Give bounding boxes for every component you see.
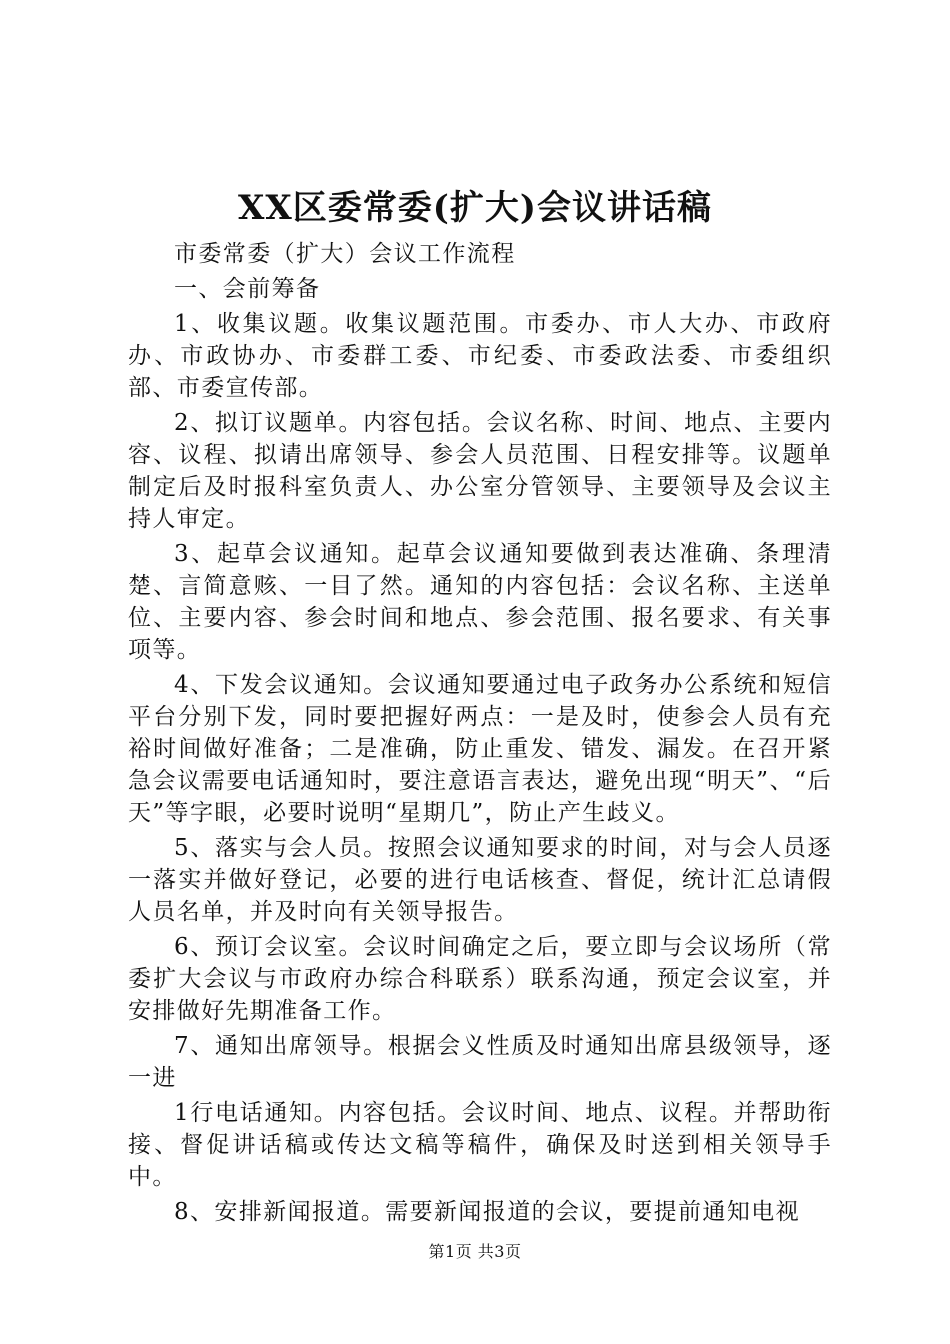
paragraph-phone-notice: 1行电话通知。内容包括。会议时间、地点、议程。并帮助衔接、督促讲话稿或传达文稿等稿件，确保及时送到相关领导手中。 <box>128 1100 832 1190</box>
document-body <box>128 238 832 1231</box>
paragraph-book-room: 6、预订会议室。会议时间确定之后，要立即与会议场所（常委扩大会议与市政府办综合科联系）联系沟通，预定会议室，并安排做好先期准备工作。 <box>128 934 832 1024</box>
paragraph-confirm-attendees: 5、落实与会人员。按照会议通知要求的时间，对与会人员逐一落实并做好登记，必要的进行电话核查、督促，统计汇总请假人员名单，并及时向有关领导报告。 <box>128 835 832 925</box>
page-footer: 第1页 共3页 <box>428 1242 522 1261</box>
section-heading-preparation: 一、会前筹备 <box>174 276 321 302</box>
document-title: XX区委常委(扩大)会议讲话稿 <box>238 188 712 228</box>
paragraph-send-notice: 4、下发会议通知。会议通知要通过电子政务办公系统和短信平台分别下发，同时要把握好两点：一是及时，使参会人员有充裕时间做好准备；二是准确，防止重发、错发、漏发。在召开紧急会议需要电话通知时，要注意语言表达，避免出现“明天”、“后天”等字眼，必要时说明“星期几”，防止产生歧义。 <box>128 672 832 826</box>
paragraph-collect-topics: 1、收集议题。收集议题范围。市委办、市人大办、市政府办、市政协办、市委群工委、市纪委、市委政法委、市委组织部、市委宣传部。 <box>128 311 832 401</box>
paragraph-draft-agenda: 2、拟订议题单。内容包括。会议名称、时间、地点、主要内容、议程、拟请出席领导、参会人员范围、日程安排等。议题单制定后及时报科室负责人、办公室分管领导、主要领导及会议主持人审定。 <box>128 410 832 532</box>
paragraph-notify-leaders: 7、通知出席领导。根据会义性质及时通知出席县级领导，逐一进 <box>128 1033 832 1091</box>
paragraph-draft-notice: 3、起草会议通知。起草会议通知要做到表达准确、条理清楚、言简意赅、一目了然。通知的内容包括：会议名称、主送单位、主要内容、参会时间和地点、参会范围、报名要求、有关事项等。 <box>128 541 832 663</box>
paragraph-news-coverage: 8、安排新闻报道。需要新闻报道的会议，要提前通知电视 <box>174 1199 801 1225</box>
paragraph-subtitle: 市委常委（扩大）会议工作流程 <box>174 241 516 267</box>
